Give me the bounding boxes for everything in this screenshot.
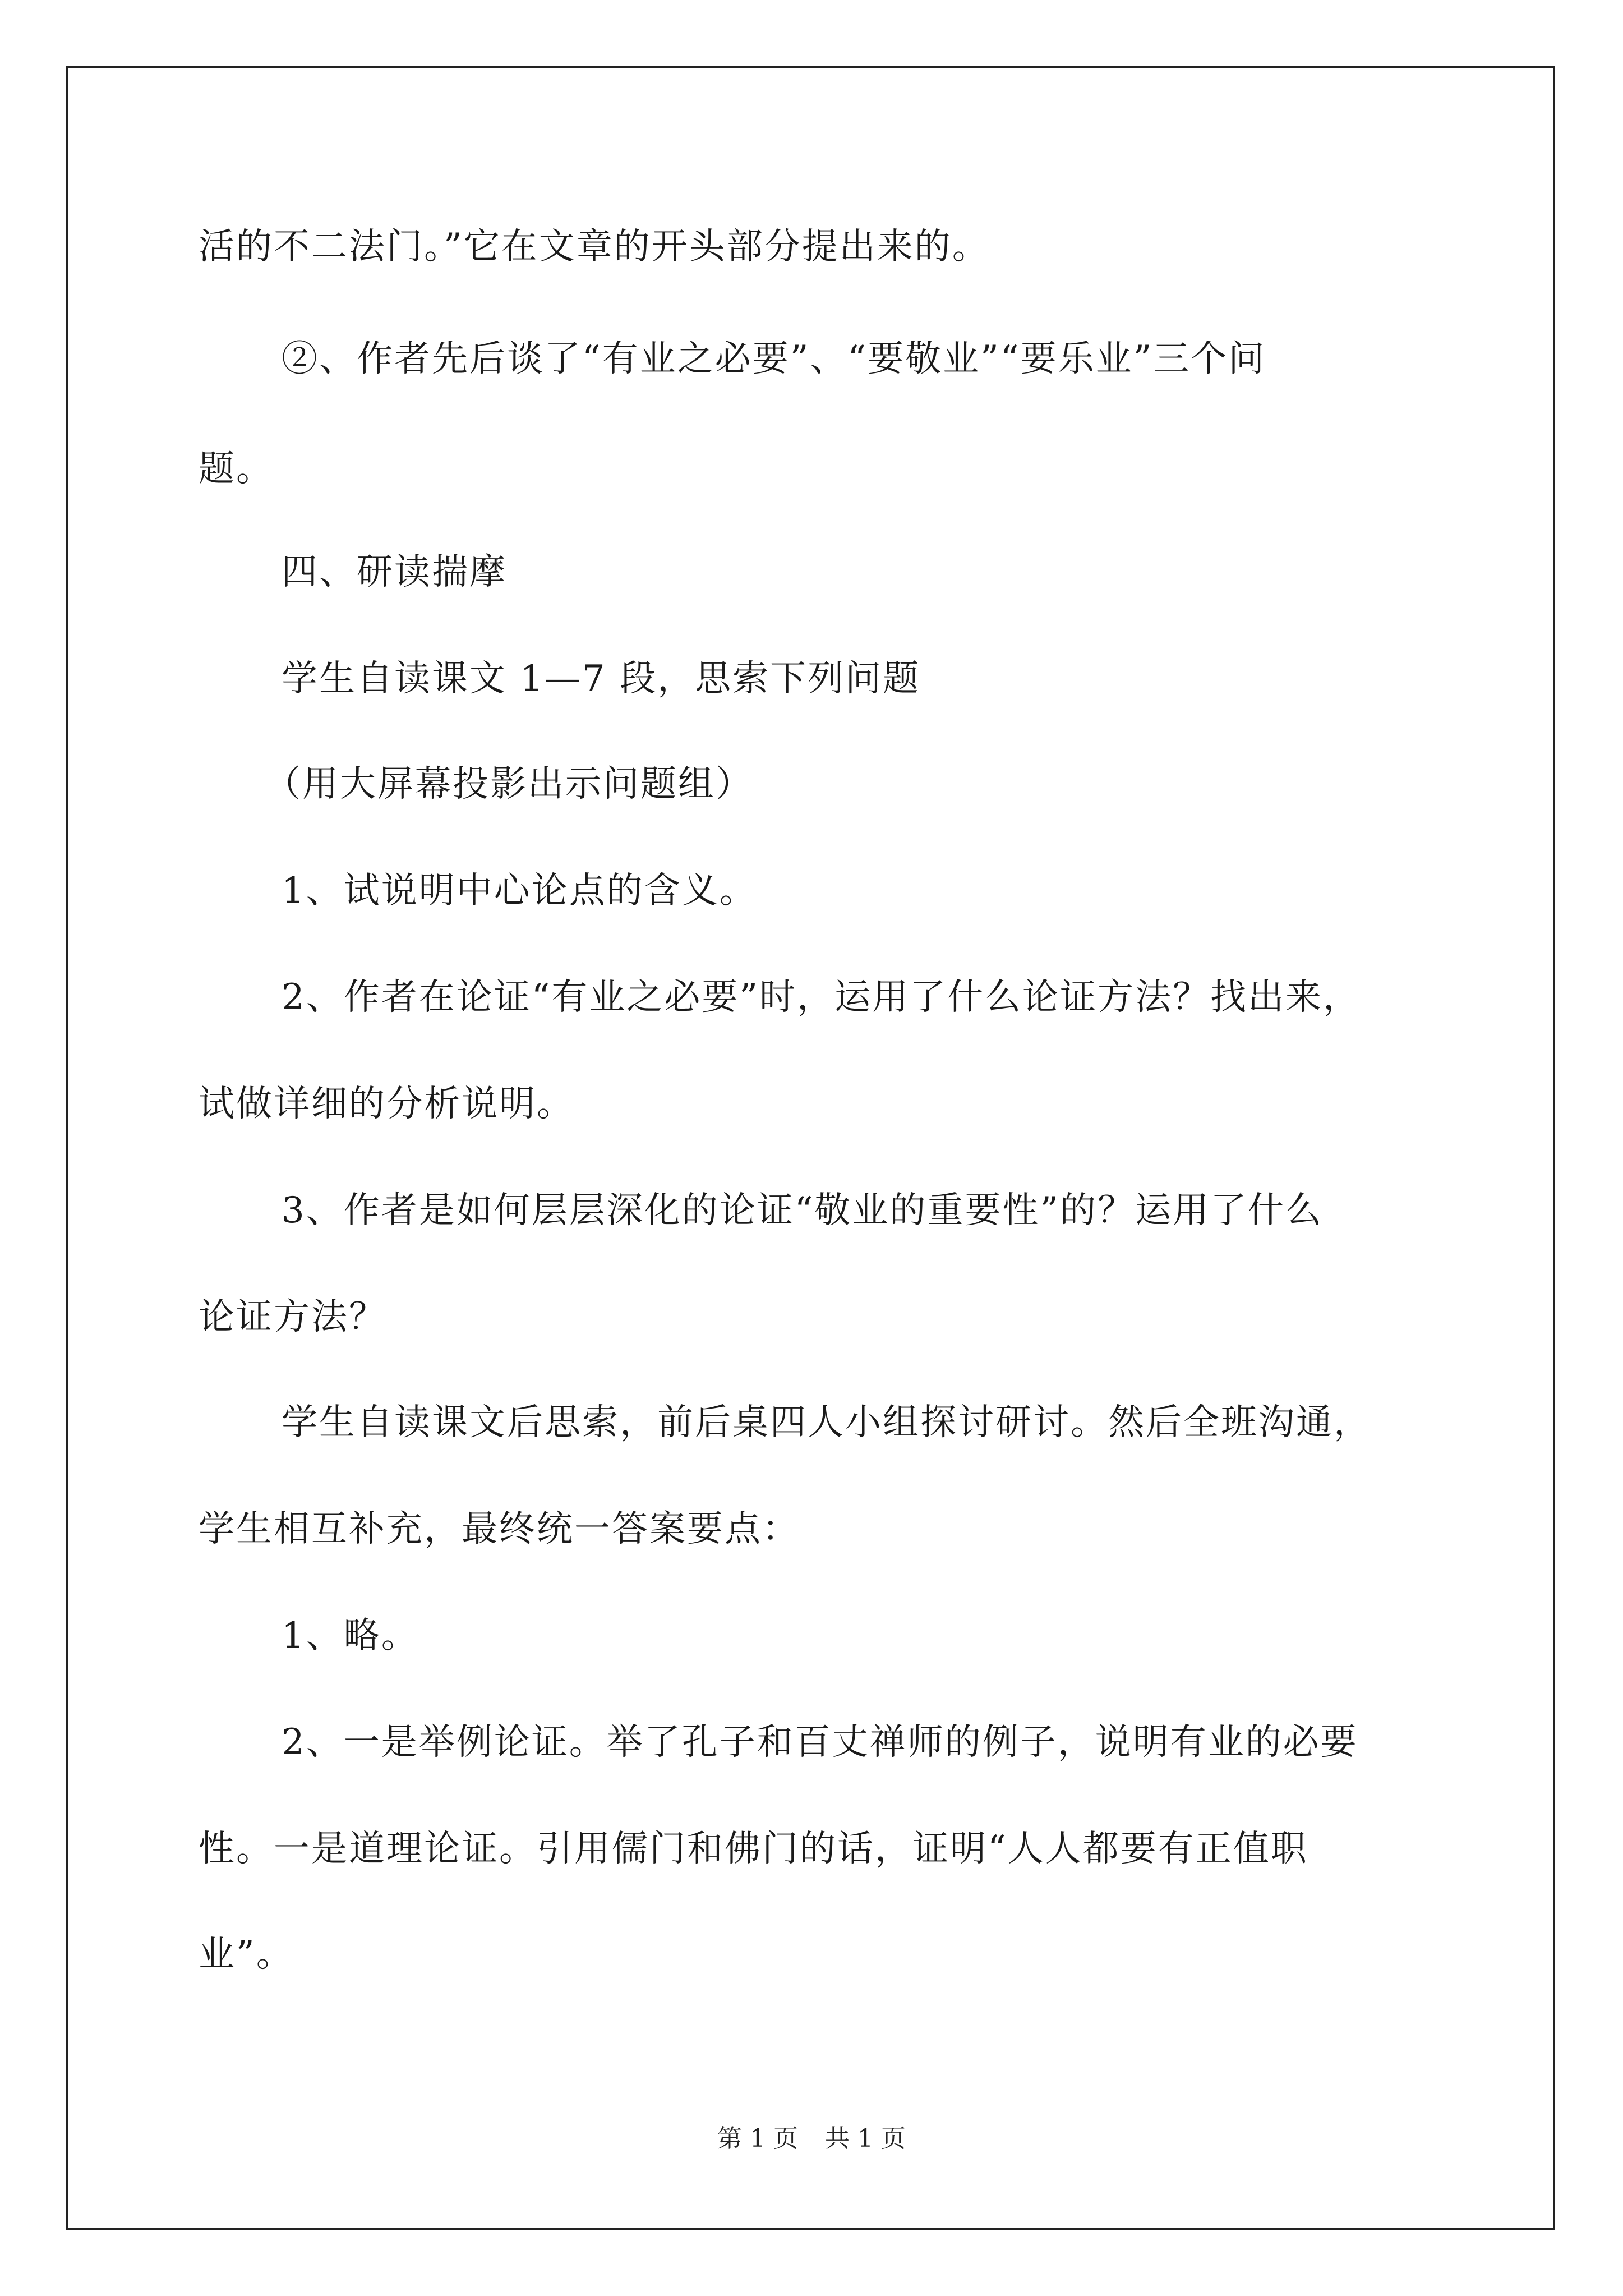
paragraph-line: 性。一是道理论证。引用儒门和佛门的话，证明“人人都要有正值职 — [199, 1828, 1308, 1870]
paragraph-line: 学生相互补充，最终统一答案要点： — [199, 1508, 800, 1550]
section-heading: 四、研读揣摩 — [282, 551, 507, 593]
paragraph-line: （用大屏幕投影出示问题组） — [265, 763, 753, 805]
page-number: 第 1 页 — [717, 2124, 798, 2153]
paragraph-line: 论证方法？ — [199, 1296, 386, 1338]
answer-item: 2、一是举例论证。举了孔子和百丈禅师的例子，说明有业的必要 — [282, 1722, 1358, 1763]
page-border — [66, 66, 1555, 2230]
paragraph-line: 业”。 — [199, 1934, 294, 1975]
paragraph-line: 学生自读课文后思索，前后桌四人小组探讨研讨。然后全班沟通， — [282, 1402, 1371, 1443]
question-item: 1、试说明中心论点的含义。 — [282, 870, 757, 912]
answer-item: 1、略。 — [282, 1615, 419, 1657]
paragraph-line: 试做详细的分析说明。 — [199, 1083, 574, 1125]
paragraph-line: ②、作者先后谈了“有业之必要”、“要敬业”“要乐业”三个问 — [282, 338, 1266, 380]
page-total: 共 1 页 — [825, 2124, 906, 2153]
paragraph-line: 题。 — [199, 448, 274, 490]
paragraph-line: 活的不二法门。”它在文章的开头部分提出来的。 — [199, 226, 990, 268]
page-footer — [0, 2123, 1623, 2155]
question-item: 3、作者是如何层层深化的论证“敬业的重要性”的？运用了什么 — [282, 1190, 1324, 1231]
paragraph-line: 学生自读课文 1—7 段，思索下列问题 — [282, 658, 921, 700]
question-item: 2、作者在论证“有业之必要”时，运用了什么论证方法？找出来， — [282, 977, 1361, 1018]
